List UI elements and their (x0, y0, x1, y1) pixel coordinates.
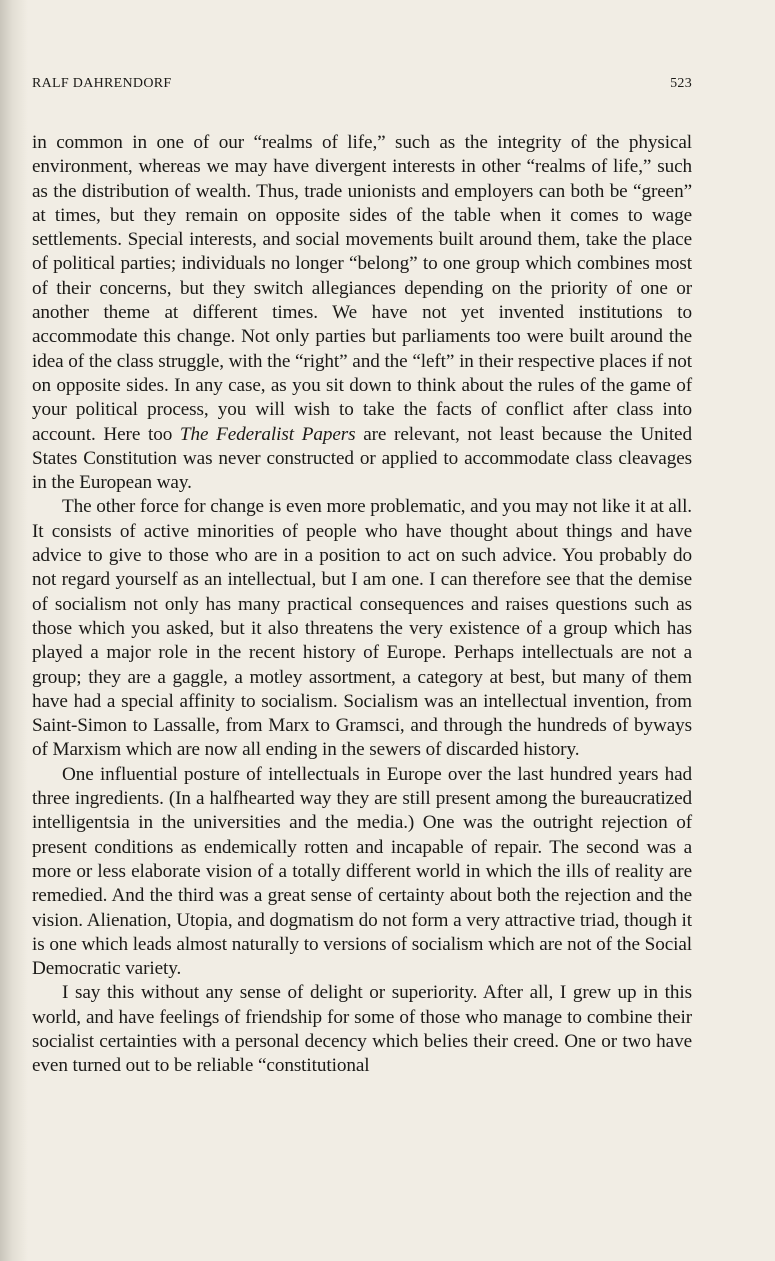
page-gutter-shadow (0, 0, 28, 1261)
paragraph-1 (32, 131, 692, 495)
paragraph-3: One influential posture of intellectuals in Europe over the last hundred years had three ingredients. (In a halfhearted way they are still present among the bureaucratized intelligentsia in the universities and the media.) One was the outright rejection of present conditions as endemically rotten and incapable of repair. The second was a more or less elaborate vision of a totally different world in which the ills of reality are remedied. And the third was a great sense of certainty about both the rejection and the vision. Alienation, Utopia, and dogmatism do not form a very attractive triad, though it is one which leads almost naturally to versions of socialism which are not of the Social Democratic variety. (32, 763, 692, 980)
book-title-federalist-papers: The Federalist Papers (179, 423, 356, 445)
paragraph-4: I say this without any sense of delight or superiority. After all, I grew up in this world, and have feelings of friendship for some of those who manage to combine their socialist certainties with a personal decency which belies their creed. One or two have even turned out to be reliable “constitutional (32, 982, 692, 1077)
body-text (32, 131, 692, 1079)
paragraph-2: The other force for change is even more problematic, and you may not like it at all. It consists of active minorities of people who have thought about things and have advice to give to those who are in a position to act on such advice. You probably do not regard yourself as an intellectual, but I am one. I can therefore see that the demise of socialism not only has many practical consequences and raises questions such as those which you asked, but it also threatens the very existence of a group which has played a major role in the recent history of Europe. Perhaps intellectuals are not a group; they are a gaggle, a motley assortment, a category at best, but many of them have had a special affinity to socialism. Socialism was an intellectual invention, from Saint-Simon to Lassalle, from Marx to Gramsci, and through the hundreds of byways of Marxism which are now all ending in the sewers of discarded history. (32, 496, 692, 761)
page-number: 523 (670, 76, 692, 91)
running-head-author: RALF DAHRENDORF (32, 76, 172, 91)
paragraph-1-part-3: are relevant, not least because the United States Constitution was never constructed or applied to accommodate class cleavages in the European way. (32, 423, 692, 494)
running-head (32, 76, 692, 98)
paragraph-1-part-1: in common in one of our “realms of life,” such as the integrity of the physical environment, whereas we may have divergent interests in other “realms of life,” such as the distribution of wealth. Thus, trade unionists and employers can both be “green” at times, but they remain on opposite sides of the table when it comes to wage settlements. Special interests, and social movements built around them, take the place of political parties; individuals no longer “belong” to one group which combines most of their concerns, but they switch allegiances depending on the priority of one or another theme at different times. We have not yet invented institutions to accommodate this change. Not only parties but parliaments too were built around the idea of the class struggle, with the “right” and the “left” in their respective places if not on opposite sides. In any case, as you sit down to think about the rules of the game of your political process, you will wish to take the facts of conflict after class into account. Here too (32, 132, 692, 445)
